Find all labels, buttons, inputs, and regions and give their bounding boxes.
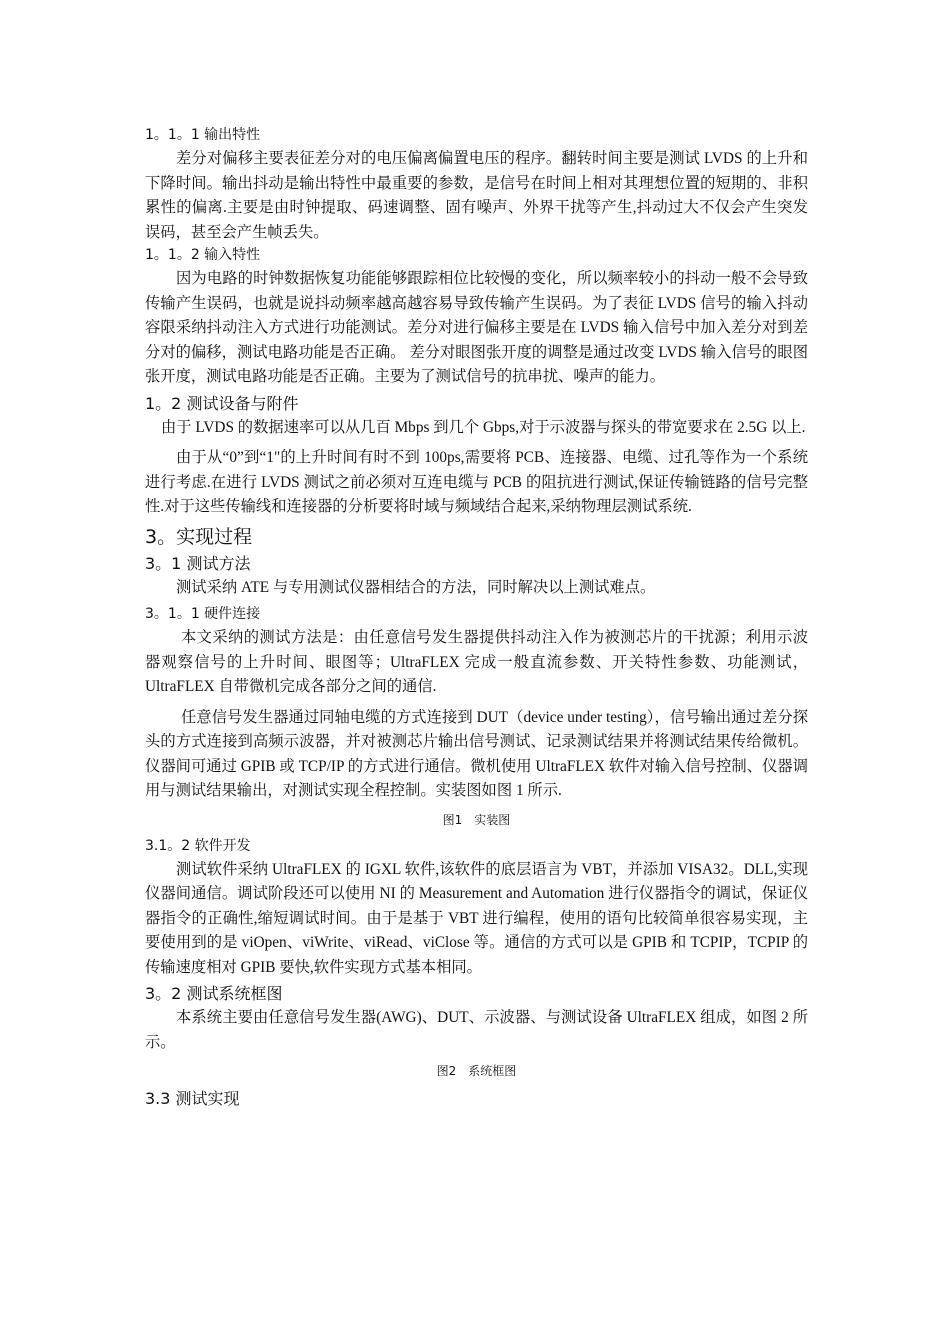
paragraph-equipment-1: 由于 LVDS 的数据速率可以从几百 Mbps 到几个 Gbps,对于示波器与探头的带宽要求在 2.5G 以上. (161, 418, 806, 436)
heading-1-1-1: 1。1。1 输出特性 (145, 127, 261, 143)
heading-3-1-1: 3。1。1 硬件连接 (145, 606, 261, 622)
paragraph-input-characteristics: 因为电路的时钟数据恢复功能能够跟踪相位比较慢的变化，所以频率较小的抖动一般不会导致传输产生误码，也就是说抖动频率越高越容易导致传输产生误码。为了表征 LVDS 信号的输入抖动容限采纳抖动注入方式进行功能测试。差分对进行偏移主要是在 LVDS 输入信号中加入差分对到差分对的偏移，测试电路功能是否正确。 差分对眼图张开度的调整是通过改变 LVDS 输入信号的眼图张开度，测试电路功能是否正确。主要为了测试信号的抗串扰、噪声的能力。 (145, 270, 808, 385)
figure-2-caption: 图2 系统框图 (436, 1064, 517, 1078)
paragraph-hardware-1: 本文采纳的测试方法是：由任意信号发生器提供抖动注入作为被测芯片的干扰源；利用示波器观察信号的上升时间、眼图等；UltraFLEX 完成一般直流参数、开关特性参数、功能测试，UltraFLEX 自带微机完成各部分之间的通信. (145, 629, 808, 695)
paragraph-hardware-2: 任意信号发生器通过同轴电缆的方式连接到 DUT（device under testing），信号输出通过差分探头的方式连接到高频示波器，并对被测芯片输出信号测试、记录测试结果并将测试结果传给微机。仪器间可通过 GPIB 或 TCP/IP 的方式进行通信。微机使用 UltraFLEX 软件对输入信号控制、仪器调用与测试结果输出，对测试实现全程控制。实装图如图 1 所示. (145, 708, 808, 799)
heading-3-3: 3.3 测试实现 (145, 1089, 240, 1108)
heading-3-1: 3。1 测试方法 (145, 553, 251, 573)
document-body (145, 125, 808, 1111)
heading-3-1-2: 3.1。2 软件开发 (145, 837, 251, 854)
paragraph-system-diagram: 本系统主要由任意信号发生器(AWG)、DUT、示波器、与测试设备 UltraFLEX 组成，如图 2 所示。 (145, 1009, 808, 1051)
paragraph-test-method: 测试采纳 ATE 与专用测试仪器相结合的方法，同时解决以上测试难点。 (176, 578, 656, 596)
paragraph-equipment-2: 由于从“0”到“1"的上升时间有时不到 100ps,需要将 PCB、连接器、电缆、过孔等作为一个系统进行考虑.在进行 LVDS 测试之前必须对互连电缆与 PCB 的阻抗进行测试,保证传输链路的信号完整性.对于这些传输线和连接器的分析要将时域与频域结合起来,采纳物理层测试系统. (145, 449, 808, 515)
paragraph-output-characteristics: 差分对偏移主要表征差分对的电压偏离偏置电压的程序。翻转时间主要是测试 LVDS 的上升和下降时间。输出抖动是输出特性中最重要的参数，是信号在时间上相对其理想位置的短期的、非积累性的偏离.主要是由时钟提取、码速调整、固有噪声、外界干扰等产生,抖动过大不仅会产生突发误码，甚至会产生帧丢失。 (145, 150, 808, 241)
heading-3-2: 3。2 测试系统框图 (145, 984, 283, 1003)
paragraph-software: 测试软件采纳 UltraFLEX 的 IGXL 软件,该软件的底层语言为 VBT，并添加 VISA32。DLL,实现仪器间通信。调试阶段还可以使用 NI 的 Measurement and Automation 进行仪器指令的调试，保证仪器指令的正确性,缩短调试时间。由于是基于 VBT 进行编程，使用的语句比较简单很容易实现，主要使用到的是 viOpen、viWrite、viRead、viClose 等。通信的方式可以是 GPIB 和 TCPIP，TCPIP 的传输速度相对 GPIB 要快,软件实现方式基本相同。 (145, 860, 808, 976)
heading-3: 3。实现过程 (145, 525, 253, 548)
heading-1-1-2: 1。1。2 输入特性 (145, 247, 261, 263)
figure-1-caption: 图1 实装图 (442, 812, 511, 827)
heading-1-2: 1。2 测试设备与附件 (145, 393, 299, 413)
